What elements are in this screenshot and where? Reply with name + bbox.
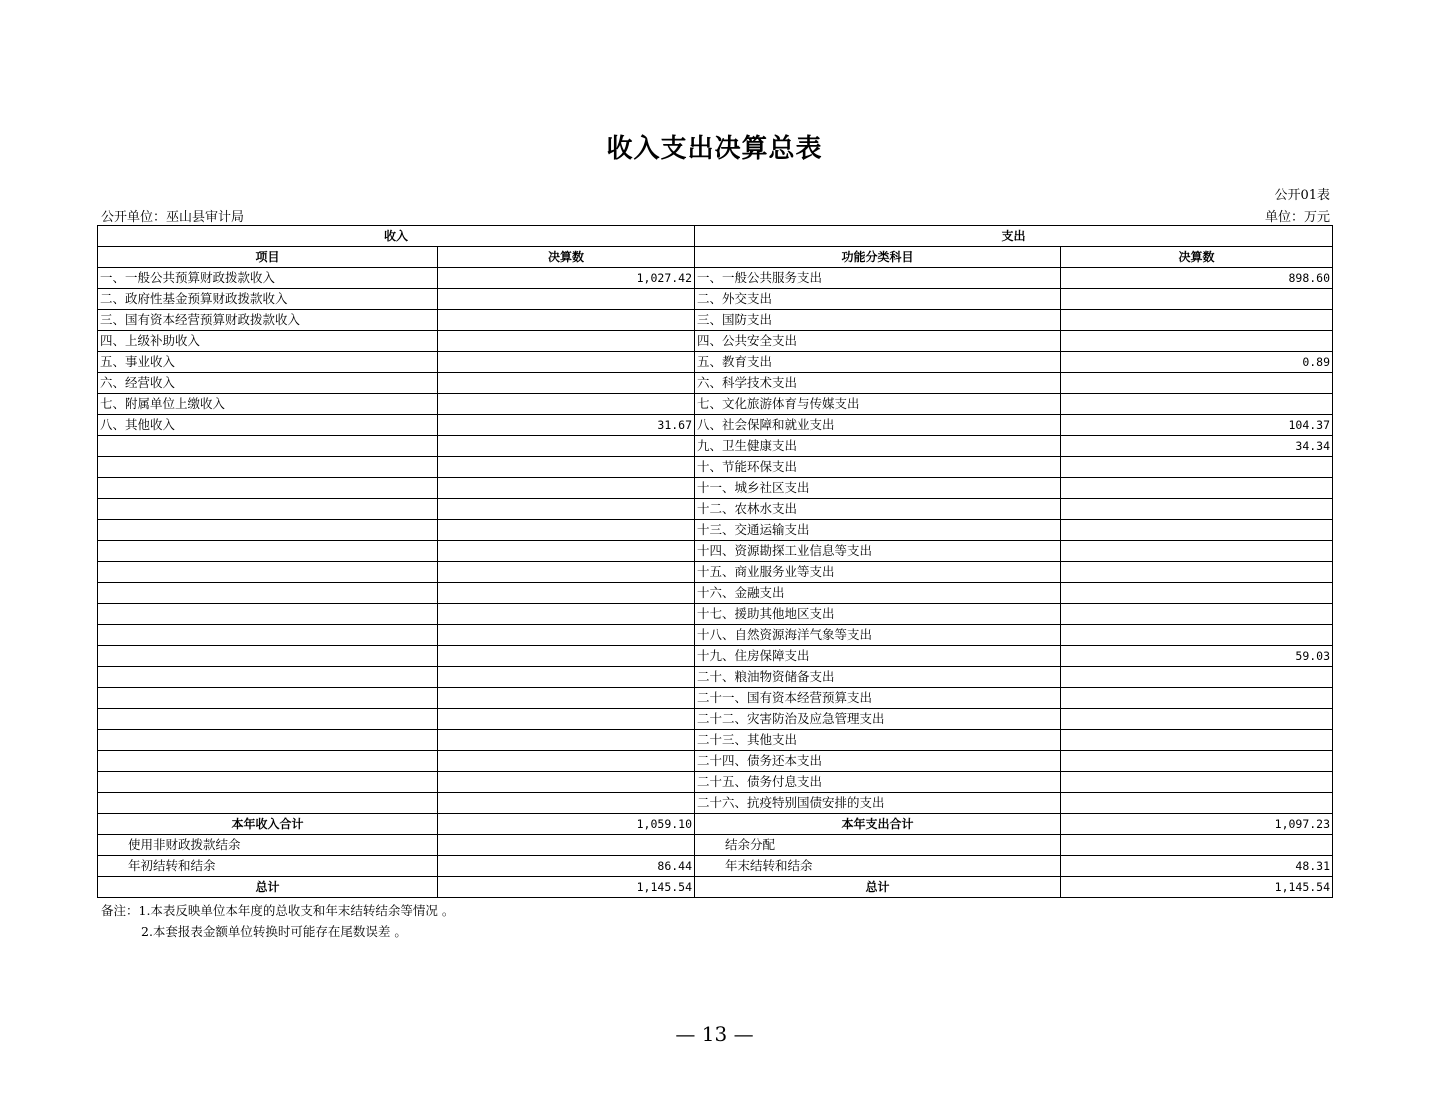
income-item [98,436,438,457]
table-row [98,772,1333,793]
income-amount [438,730,695,751]
income-amount [438,310,695,331]
income-amount [438,457,695,478]
income-item: 二、政府性基金预算财政拨款收入 [98,289,438,310]
income-amount [438,625,695,646]
expense-item: 十四、资源勘探工业信息等支出 [695,541,1061,562]
expense-amount [1061,772,1333,793]
expense-amount [1061,793,1333,814]
surplus-dist-label: 结余分配 [695,835,1061,856]
expense-amount [1061,709,1333,730]
col-amount2-header: 决算数 [1061,247,1333,268]
summary-row-grand-total [98,877,1333,898]
expense-amount [1061,541,1333,562]
page-title: 收入支出决算总表 [606,134,823,164]
income-item [98,541,438,562]
income-item [98,730,438,751]
expense-amount: 0.89 [1061,352,1333,373]
expense-item: 十八、自然资源海洋气象等支出 [695,625,1061,646]
expense-item: 一、一般公共服务支出 [695,268,1061,289]
table-row [98,457,1333,478]
table-row [98,646,1333,667]
income-amount [438,499,695,520]
currency-unit: 单位：万元 [1264,210,1330,225]
table-row [98,352,1333,373]
table-row [98,520,1333,541]
income-item: 一、一般公共预算财政拨款收入 [98,268,438,289]
income-amount: 31.67 [438,415,695,436]
expense-amount [1061,499,1333,520]
expense-item: 二十六、抗疫特别国债安排的支出 [695,793,1061,814]
table-row [98,436,1333,457]
income-item [98,793,438,814]
end-carry-label: 年末结转和结余 [695,856,1061,877]
income-amount [438,667,695,688]
expense-amount [1061,478,1333,499]
surplus-dist-value [1061,835,1333,856]
expense-item: 十一、城乡社区支出 [695,478,1061,499]
income-amount [438,289,695,310]
expense-amount: 104.37 [1061,415,1333,436]
expense-item: 十、节能环保支出 [695,457,1061,478]
end-carry-value: 48.31 [1061,856,1333,877]
income-amount [438,331,695,352]
budget-table [97,225,1333,898]
income-total-value: 1,059.10 [438,814,695,835]
table-row [98,625,1333,646]
col-amount-header: 决算数 [438,247,695,268]
expense-item: 二十、粮油物资储备支出 [695,667,1061,688]
expense-amount: 34.34 [1061,436,1333,457]
expense-amount [1061,688,1333,709]
expense-item: 二十三、其他支出 [695,730,1061,751]
expense-amount [1061,457,1333,478]
income-amount [438,646,695,667]
expense-item: 三、国防支出 [695,310,1061,331]
income-amount [438,562,695,583]
expense-item: 十七、援助其他地区支出 [695,604,1061,625]
income-amount [438,352,695,373]
non-fiscal-label: 使用非财政拨款结余 [98,835,438,856]
expense-amount [1061,310,1333,331]
expense-item: 二、外交支出 [695,289,1061,310]
table-row [98,415,1333,436]
expense-total-value: 1,097.23 [1061,814,1333,835]
expense-amount [1061,667,1333,688]
col-item-header: 项目 [98,247,438,268]
income-amount [438,394,695,415]
expense-amount [1061,604,1333,625]
expense-amount [1061,331,1333,352]
income-amount [438,583,695,604]
table-row [98,688,1333,709]
expense-amount [1061,289,1333,310]
begin-carry-value: 86.44 [438,856,695,877]
income-item: 八、其他收入 [98,415,438,436]
notes [101,900,454,942]
income-amount [438,541,695,562]
header-row-group [98,226,1333,247]
income-amount [438,436,695,457]
grand-total-left: 1,145.54 [438,877,695,898]
expense-amount [1061,730,1333,751]
income-item: 六、经营收入 [98,373,438,394]
table-row [98,373,1333,394]
income-item [98,604,438,625]
expense-item: 四、公共安全支出 [695,331,1061,352]
expense-item: 八、社会保障和就业支出 [695,415,1061,436]
header-row-columns [98,247,1333,268]
expense-item: 十二、农林水支出 [695,499,1061,520]
expense-item: 二十五、债务付息支出 [695,772,1061,793]
grand-total-label-left: 总计 [98,877,438,898]
table-row [98,583,1333,604]
non-fiscal-value [438,835,695,856]
table-row [98,499,1333,520]
table-row [98,478,1333,499]
col-func-header: 功能分类科目 [695,247,1061,268]
table-row [98,541,1333,562]
expense-item: 七、文化旅游体育与传媒支出 [695,394,1061,415]
table-row [98,310,1333,331]
expense-item: 二十一、国有资本经营预算支出 [695,688,1061,709]
expense-amount: 898.60 [1061,268,1333,289]
income-item [98,499,438,520]
expense-item: 十六、金融支出 [695,583,1061,604]
income-item [98,688,438,709]
expense-amount [1061,562,1333,583]
expense-total-label: 本年支出合计 [695,814,1061,835]
table-row [98,730,1333,751]
table-row [98,562,1333,583]
income-amount [438,478,695,499]
expense-item: 二十二、灾害防治及应急管理支出 [695,709,1061,730]
summary-row-year-total [98,814,1333,835]
note-line-1: 备注：1.本表反映单位本年度的总收支和年末结转结余等情况 。 [101,903,455,918]
income-item: 四、上级补助收入 [98,331,438,352]
income-item [98,625,438,646]
expense-item: 十三、交通运输支出 [695,520,1061,541]
income-amount [438,688,695,709]
table-row [98,268,1333,289]
income-amount [438,793,695,814]
income-item [98,646,438,667]
expense-amount [1061,583,1333,604]
reporting-unit: 公开单位：巫山县审计局 [101,210,245,225]
income-amount [438,772,695,793]
table-row [98,394,1333,415]
income-amount [438,751,695,772]
summary-row-carry [98,856,1333,877]
table-row [98,289,1333,310]
income-item [98,457,438,478]
expense-amount: 59.03 [1061,646,1333,667]
table-row [98,331,1333,352]
income-amount: 1,027.42 [438,268,695,289]
expense-amount [1061,625,1333,646]
income-amount [438,709,695,730]
income-amount [438,373,695,394]
income-item: 三、国有资本经营预算财政拨款收入 [98,310,438,331]
expense-item: 六、科学技术支出 [695,373,1061,394]
expense-item: 九、卫生健康支出 [695,436,1061,457]
income-item [98,772,438,793]
income-amount [438,520,695,541]
grand-total-right: 1,145.54 [1061,877,1333,898]
expense-amount [1061,751,1333,772]
expense-header: 支出 [695,226,1333,247]
income-amount [438,604,695,625]
expense-amount [1061,520,1333,541]
expense-item: 十五、商业服务业等支出 [695,562,1061,583]
table-row [98,604,1333,625]
table-row [98,667,1333,688]
expense-item: 二十四、债务还本支出 [695,751,1061,772]
expense-item: 五、教育支出 [695,352,1061,373]
income-total-label: 本年收入合计 [98,814,438,835]
page-number: — 13 — [675,1022,754,1046]
table-row [98,751,1333,772]
begin-carry-label: 年初结转和结余 [98,856,438,877]
income-item: 五、事业收入 [98,352,438,373]
income-item [98,667,438,688]
note-line-2: 2.本套报表金额单位转换时可能存在尾数误差 。 [141,924,407,939]
income-item [98,520,438,541]
income-item [98,751,438,772]
income-item [98,709,438,730]
income-item: 七、附属单位上缴收入 [98,394,438,415]
expense-item: 十九、住房保障支出 [695,646,1061,667]
summary-row-non-fiscal [98,835,1333,856]
form-code: 公开01表 [1274,188,1330,203]
table-row [98,793,1333,814]
expense-amount [1061,373,1333,394]
income-item [98,562,438,583]
income-item [98,478,438,499]
income-item [98,583,438,604]
income-header: 收入 [98,226,695,247]
table-row [98,709,1333,730]
expense-amount [1061,394,1333,415]
grand-total-label-right: 总计 [695,877,1061,898]
